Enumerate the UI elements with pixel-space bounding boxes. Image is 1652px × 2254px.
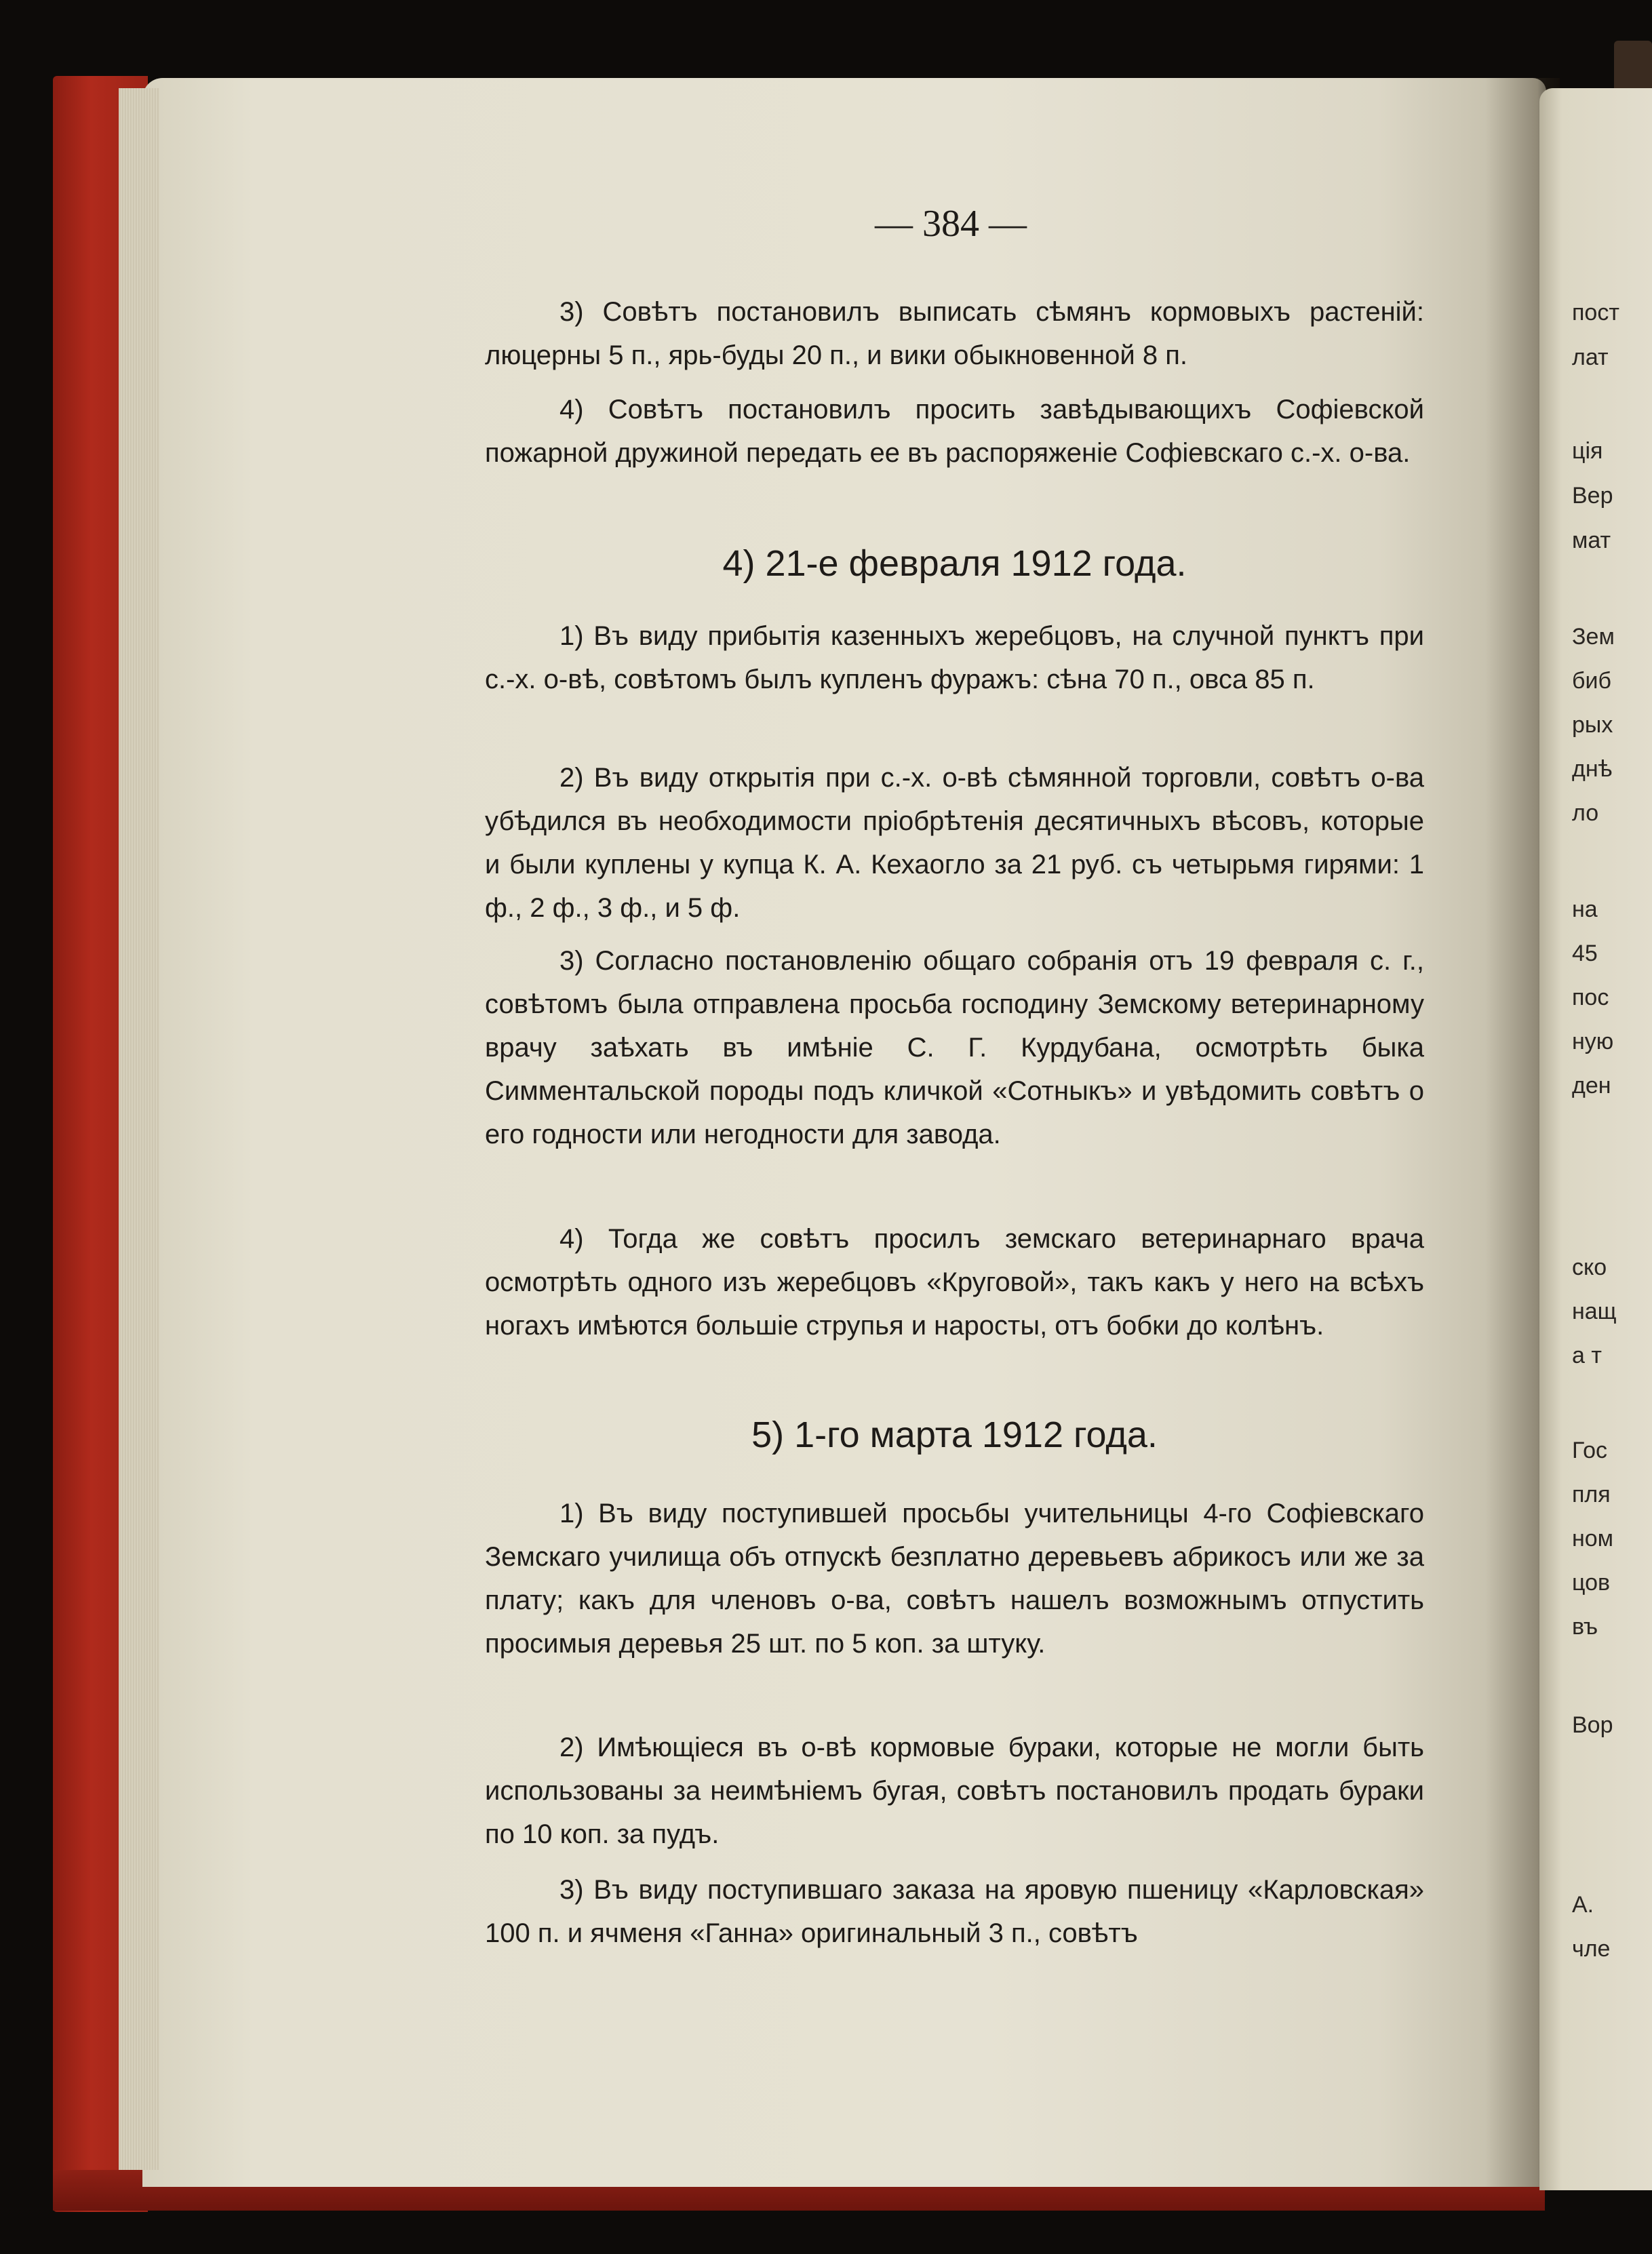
right-page-fragment: [1539, 88, 1652, 2190]
paragraph: 3) Совѣтъ постановилъ выписать сѣмянъ кормовыхъ растеній: люцерны 5 п., ярь-буды 20 п., и вики обыкновенной 8 п.: [485, 297, 1424, 370]
next-page-text: ско: [1572, 1254, 1607, 1280]
page-number: — 384 —: [875, 203, 1027, 245]
paragraph: 4) Совѣтъ постановилъ просить завѣдывающихъ Софіевской пожарной дружиной передать ее въ распоряженіе Софіевскаго с.-х. о-ва.: [485, 395, 1424, 468]
next-page-text: Зем: [1572, 624, 1615, 650]
next-page-text: Гос: [1572, 1438, 1608, 1463]
paragraph: 1) Въ виду прибытія казенныхъ жеребцовъ, на случной пунктъ при с.-х. о-вѣ, совѣтомъ былъ купленъ фуражъ: сѣна 70 п., овса 85 п.: [485, 621, 1424, 694]
next-page-text: нащ: [1572, 1299, 1617, 1324]
next-page-text: лат: [1572, 344, 1609, 370]
next-page-text: пля: [1572, 1482, 1611, 1507]
next-page-text: пос: [1572, 985, 1609, 1010]
next-page-text: мат: [1572, 528, 1611, 553]
next-page-text: Вор: [1572, 1712, 1613, 1738]
next-page-text: а т: [1572, 1343, 1602, 1368]
section-heading: 5) 1-го марта 1912 года.: [751, 1415, 1158, 1455]
paragraph: 2) Въ виду открытія при с.-х. о-вѣ сѣмянной торговли, совѣтъ о-ва убѣдился въ необходимости пріобрѣтенія десятичныхъ вѣсовъ, которые и были куплены у купца К. А. Кехаогло за 21 руб. съ четырьмя гирями: 1 ф., 2 ф., 3 ф., и 5 ф.: [485, 763, 1424, 923]
next-page-text: ном: [1572, 1526, 1614, 1551]
next-page-text: пост: [1572, 300, 1619, 325]
paragraph: 4) Тогда же совѣтъ просилъ земскаго ветеринарнаго врача осмотрѣть одного изъ жеребцовъ «Круговой», такъ какъ у него на всѣхъ ногахъ имѣются большіе струпья и наросты, отъ бобки до колѣнъ.: [485, 1224, 1424, 1341]
next-page-text: цов: [1572, 1570, 1611, 1596]
next-page-text: ную: [1572, 1029, 1614, 1054]
next-page-text: ло: [1572, 800, 1599, 826]
page-edge: [119, 88, 159, 2170]
next-page-text: 45: [1572, 941, 1598, 966]
next-page-text: днѣ: [1572, 756, 1613, 782]
next-page-text: А.: [1572, 1892, 1594, 1918]
paragraph: 3) Въ виду поступившаго заказа на яровую пшеницу «Карловская» 100 п. и ячменя «Ганна» оригинальный 3 п., совѣтъ: [485, 1875, 1424, 1948]
next-page-text: чле: [1572, 1936, 1611, 1962]
next-page-text: въ: [1572, 1614, 1598, 1640]
next-page-text: ція: [1572, 438, 1603, 464]
paragraph: 3) Согласно постановленію общаго собранія отъ 19 февраля с. г., совѣтомъ была отправлена просьба господину Земскому ветеринарному врачу заѣхать въ имѣніе С. Г. Курдубана, осмотрѣть быка Симментальской породы подъ кличкой «Сотныкъ» и увѣдомить совѣтъ о его годности или негодности для завода.: [485, 946, 1424, 1149]
next-page-text: биб: [1572, 668, 1611, 694]
next-page-text: ден: [1572, 1073, 1611, 1099]
next-page-text: на: [1572, 896, 1598, 922]
section-heading: 4) 21-е февраля 1912 года.: [722, 543, 1187, 584]
paragraph: 1) Въ виду поступившей просьбы учительницы 4-го Софіевскаго Земскаго училища объ отпускѣ безплатно деревьевъ абрикосъ или же за плату; какъ для членовъ о-ва, совѣтъ нашелъ возможнымъ отпустить просимыя деревья 25 шт. по 5 коп. за штуку.: [485, 1499, 1424, 1659]
paragraph: 2) Имѣющіеся въ о-вѣ кормовые бураки, которые не могли быть использованы за неимѣніемъ бугая, совѣтъ постановилъ продать бураки по 10 коп. за пудъ.: [485, 1733, 1424, 1849]
next-page-text: Вер: [1572, 483, 1613, 509]
next-page-text: рых: [1572, 712, 1613, 738]
